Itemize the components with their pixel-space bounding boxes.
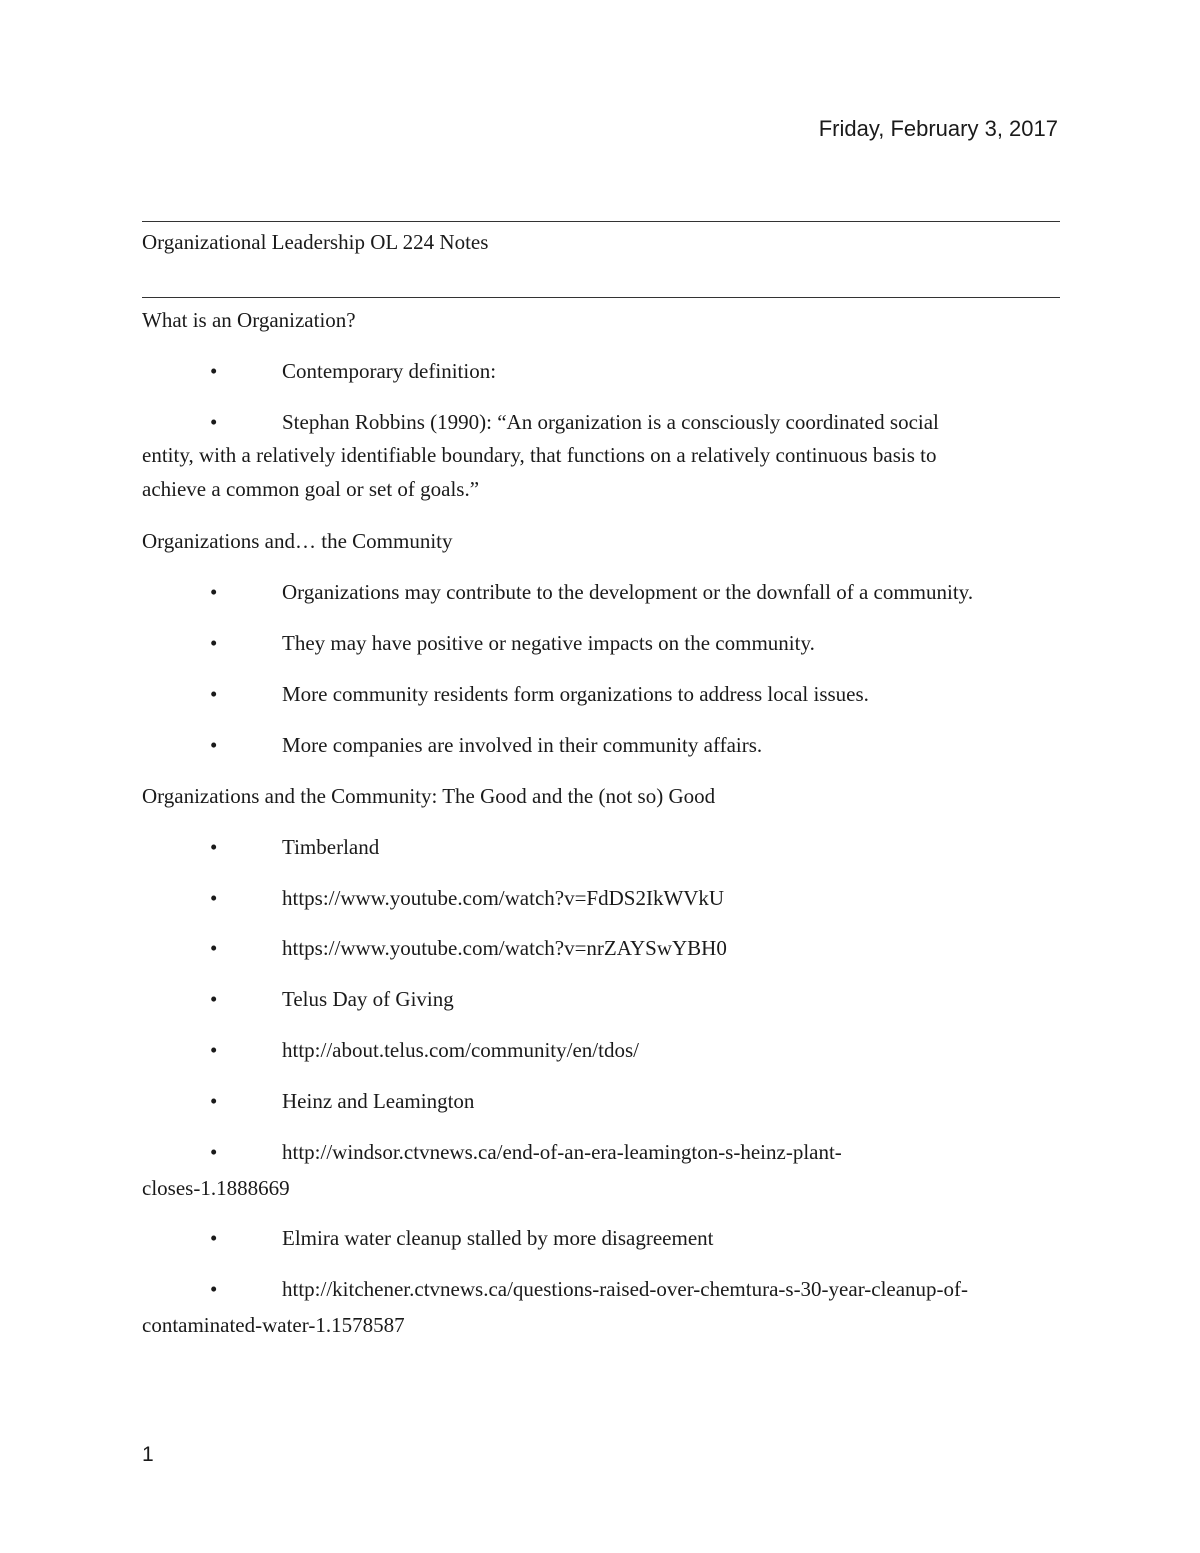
- list-item-continuation: achieve a common goal or set of goals.”: [142, 477, 480, 501]
- page-title: Organizational Leadership OL 224 Notes: [142, 230, 489, 254]
- list-item-text: Telus Day of Giving: [282, 987, 454, 1011]
- bullet-icon: •: [210, 733, 218, 757]
- section-heading-community: Organizations and… the Community: [142, 529, 453, 553]
- list-item-continuation: entity, with a relatively identifiable boundary, that functions on a relatively continuous basis to: [142, 443, 937, 467]
- link-telus-tdos[interactable]: http://about.telus.com/community/en/tdos/: [282, 1038, 639, 1062]
- page-number: 1: [142, 1443, 154, 1466]
- list-item-text: Stephan Robbins (1990): “An organization is a consciously coordinated social: [282, 410, 939, 434]
- link-timberland-video-2[interactable]: https://www.youtube.com/watch?v=nrZAYSwYBH0: [282, 936, 727, 960]
- bullet-icon: •: [210, 936, 218, 960]
- list-item-text: Heinz and Leamington: [282, 1089, 475, 1113]
- bullet-icon: •: [210, 1089, 218, 1113]
- header-date: Friday, February 3, 2017: [818, 116, 1058, 141]
- bullet-icon: •: [210, 987, 218, 1011]
- link-heinz-article-continuation[interactable]: closes-1.1888669: [142, 1176, 290, 1200]
- link-elmira-article-continuation[interactable]: contaminated-water-1.1578587: [142, 1313, 405, 1337]
- list-item-text: Contemporary definition:: [282, 359, 497, 383]
- bullet-icon: •: [210, 1038, 218, 1062]
- list-item-text: Elmira water cleanup stalled by more disagreement: [282, 1226, 714, 1250]
- list-item-text: More companies are involved in their community affairs.: [282, 733, 763, 757]
- bullet-icon: •: [210, 1226, 218, 1250]
- bullet-icon: •: [210, 580, 218, 604]
- link-heinz-article[interactable]: http://windsor.ctvnews.ca/end-of-an-era-leamington-s-heinz-plant-: [282, 1140, 842, 1164]
- bullet-icon: •: [210, 1277, 218, 1301]
- bullet-icon: •: [210, 1140, 218, 1164]
- link-timberland-video-1[interactable]: https://www.youtube.com/watch?v=FdDS2IkWVkU: [282, 886, 725, 910]
- section-heading-what-is: What is an Organization?: [142, 308, 356, 332]
- list-item-text: Timberland: [282, 835, 380, 859]
- bullet-icon: •: [210, 682, 218, 706]
- bullet-icon: •: [210, 886, 218, 910]
- list-item-text: More community residents form organizations to address local issues.: [282, 682, 869, 706]
- title-divider: [142, 297, 1060, 298]
- list-item-text: Organizations may contribute to the development or the downfall of a community.: [282, 580, 974, 604]
- top-divider: [142, 221, 1060, 222]
- list-item-text: They may have positive or negative impacts on the community.: [282, 631, 815, 655]
- bullet-icon: •: [210, 835, 218, 859]
- section-heading-good-bad: Organizations and the Community: The Good and the (not so) Good: [142, 784, 716, 808]
- bullet-icon: •: [210, 410, 218, 434]
- bullet-icon: •: [210, 631, 218, 655]
- link-elmira-article[interactable]: http://kitchener.ctvnews.ca/questions-raised-over-chemtura-s-30-year-cleanup-of-: [282, 1277, 969, 1301]
- bullet-icon: •: [210, 359, 218, 383]
